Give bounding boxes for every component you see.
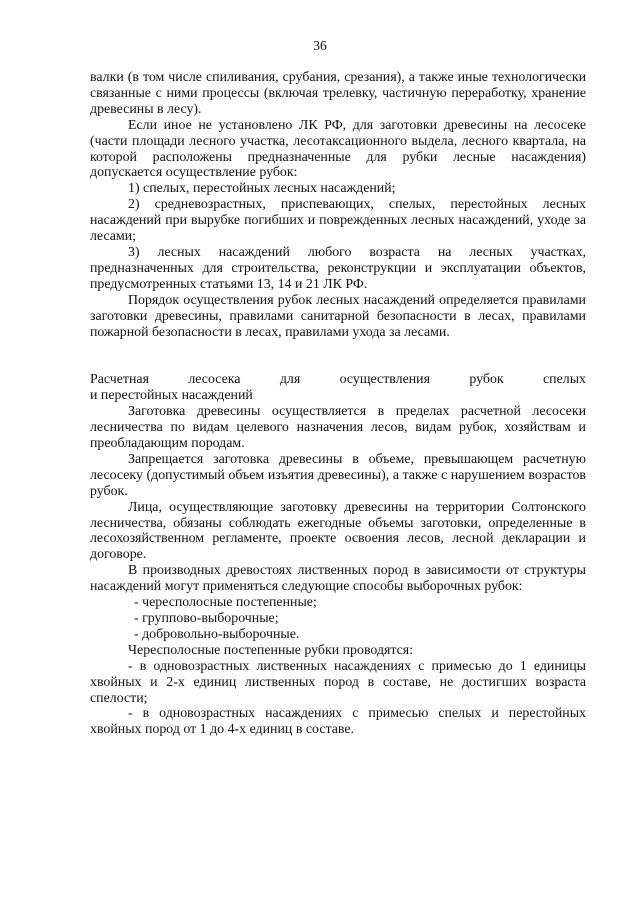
paragraph-felling-continuation: валки (в том числе спиливания, срубания, срезания), а также иные технологически связанные с ними процессы (включая трелевку, частичную переработку, хранение древесины в лесу). (90, 70, 586, 117)
paragraph-allowable-cut: Заготовка древесины осуществляется в пределах расчетной лесосеки лесничества по видам целевого назначения лесов, видам рубок, хозяйствам и преобладающим породам. (90, 404, 586, 452)
paragraph-obligations: Лица, осуществляющие заготовку древесины на территории Солтонского лесничества, обязаны соблюдать ежегодные объемы заготовки, определенные в лесохозяйственном регламенте, проекте освоения лесов, лесной декларации и договоре. (90, 499, 586, 563)
list-item-strip-gradual: - чересполосные постепенные; (134, 595, 317, 611)
section-gap (90, 340, 586, 372)
list-item-middle-aged-stands: 2) средневозрастных, приспевающих, спелых, перестойных лесных насаждений при вырубке погибших и поврежденных лесных насаждений, уходе за лесами; (90, 197, 586, 245)
document-body (90, 70, 586, 738)
list-item-group-selective: - группово-выборочные; (134, 611, 279, 626)
paragraph-felling-rules: Порядок осуществления рубок лесных насаждений определяется правилами заготовки древесины, правилами санитарной безопасности в лесах, правилами пожарной безопасности в лесах, правилами ухода за лесами. (90, 292, 586, 340)
list-item-any-age-stands: 3) лесных насаждений любого возраста на лесных участках, предназначенных для строительства, реконструкции и эксплуатации объектов, предусмотренных статьями 13, 14 и 21 ЛК РФ. (90, 244, 586, 292)
paragraph-prohibition: Запрещается заготовка древесины в объеме, превышающем расчетную лесосеку (допустимый объем изъятия древесины), а также с нарушением возрастов рубок. (90, 451, 586, 499)
paragraph-even-aged-mixed: - в одновозрастных насаждениях с примесью спелых и перестойных хвойных пород от 1 до 4-х единиц в составе. (90, 706, 586, 738)
section-heading (90, 372, 586, 404)
page-number: 36 (313, 38, 327, 53)
paragraph-felling-allowed: Если иное не установлено ЛК РФ, для заготовки древесины на лесосеке (части площади лесного участка, лесотаксационного выдела, лесного квартала, на которой расположены предназначенные для рубки лесные насаждения) допускается осуществление рубок: (90, 117, 586, 181)
paragraph-strip-gradual-intro: Чересполосные постепенные рубки проводятся: (128, 642, 414, 658)
paragraph-even-aged-deciduous: - в одновозрастных лиственных насаждениях с примесью до 1 единицы хвойных и 2-х единиц лиственных пород в составе, не достигших возраста спелости; (90, 658, 586, 706)
section-heading-line-1: Расчетная лесосека для осуществления рубок спелых (90, 372, 586, 388)
list-item-ripe-stands: 1) спелых, перестойных лесных насаждений; (128, 181, 396, 197)
list-item-voluntary-selective: - добровольно-выборочные. (134, 626, 300, 642)
section-heading-line-2: и перестойных насаждений (90, 388, 253, 404)
paragraph-selective-methods: В производных древостоях лиственных пород в зависимости от структуры насаждений могут применяться следующие способы выборочных рубок: (90, 563, 586, 595)
